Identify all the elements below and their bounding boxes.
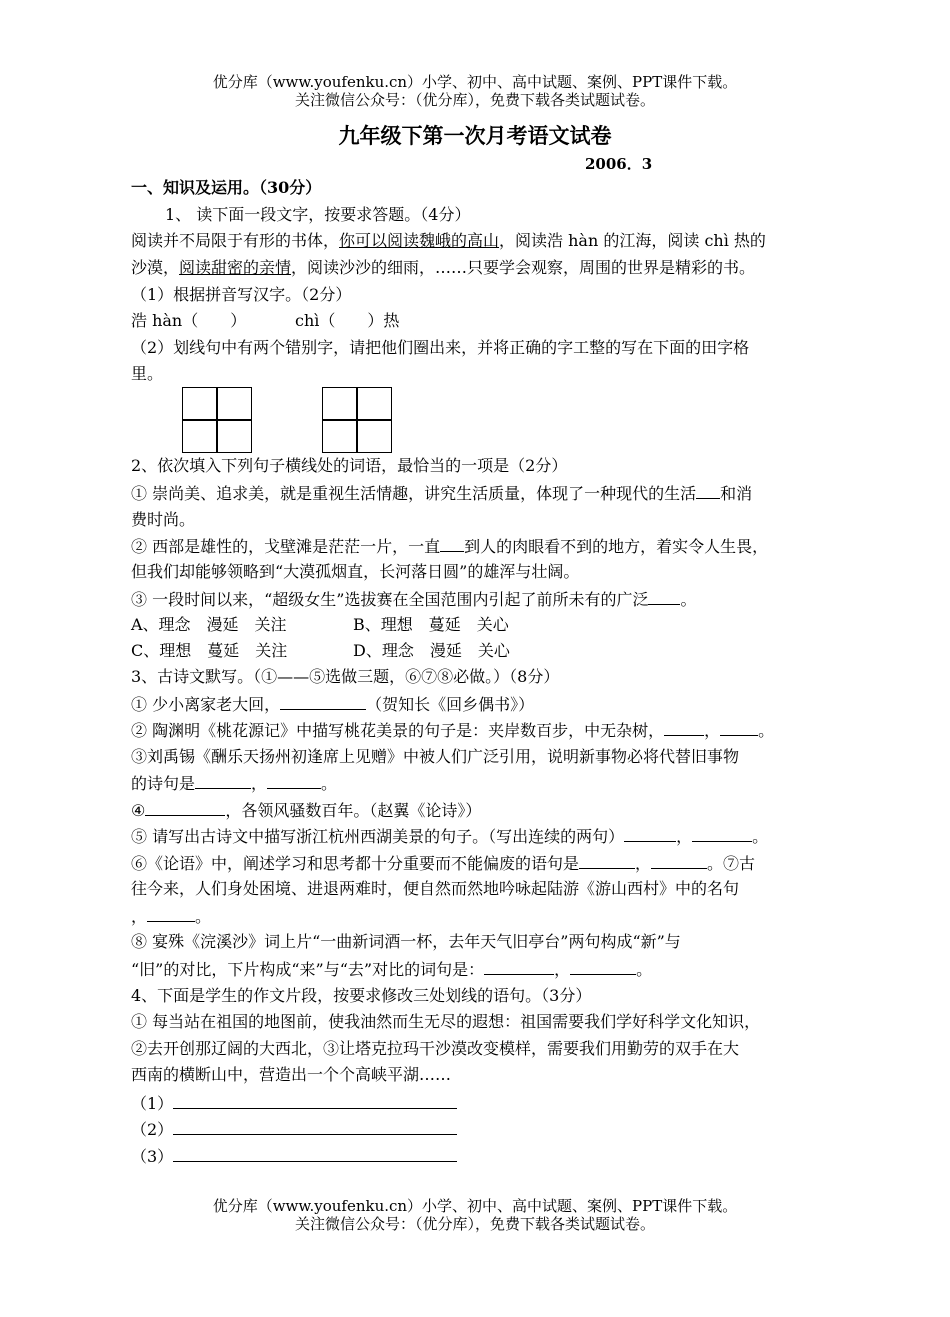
answer-blank[interactable] — [570, 959, 636, 975]
header-line-2: 关注微信公众号：（优分库），免费下载各类试题试卷。 — [294, 91, 655, 109]
q4-answer-2-label: （2） — [131, 1120, 174, 1139]
exam-date: 2006．3 — [585, 155, 653, 173]
q3-i2-end: 。 — [758, 721, 775, 740]
q3-i7-end: 。 — [195, 907, 212, 926]
q2-s2-text-b: 到人的肉眼看不到的地方，着实令人生畏， — [464, 537, 769, 556]
q1-underlined-sentence-1: 你可以阅读魏峨的高山 — [339, 231, 500, 250]
q1-sub2-line-2: 里。 — [131, 364, 164, 383]
q3-i1-source: （贺知长《回乡偶书》） — [366, 695, 535, 714]
q1-p1-text: 阅读并不局限于有形的书体， — [131, 231, 340, 250]
answer-blank[interactable] — [267, 773, 321, 789]
answer-line[interactable] — [173, 1093, 457, 1109]
header-line-1: 优分库（www.youfenku.cn）小学、初中、高中试题、案例、PPT课件下载。 — [212, 73, 738, 91]
answer-line[interactable] — [173, 1119, 457, 1135]
q2-sentence-3 — [131, 589, 696, 610]
q2-sentence-1 — [131, 483, 752, 504]
answer-blank[interactable] — [195, 773, 251, 789]
q2-sentence-1-cont: 费时尚。 — [131, 510, 196, 529]
q2-option-b: B、理想 蔓延 关心 — [353, 615, 509, 634]
q1-passage-line-2 — [131, 258, 755, 278]
answer-blank[interactable] — [145, 800, 225, 816]
answer-blank[interactable] — [648, 589, 680, 605]
q2-s1-text-b: 和消 — [720, 484, 753, 503]
answer-blank[interactable] — [440, 536, 464, 552]
q1-sub2-line-1: （2）划线句中有两个错别字，请把他们圈出来，并将正确的字工整的写在下面的田字格 — [131, 338, 750, 357]
q2-s1-text: ① 崇尚美、追求美，就是重视生活情趣，讲究生活质量，体现了一种现代的生活 — [131, 484, 697, 503]
answer-blank[interactable] — [692, 826, 752, 842]
answer-blank[interactable] — [624, 826, 676, 842]
q1-p2-text: 沙漠， — [131, 258, 180, 277]
q2-s3-text: ③ 一段时间以来，“超级女生”选拔赛在全国范围内引起了前所未有的广泛 — [131, 590, 649, 609]
q3-item-3-cont — [131, 773, 337, 794]
footer-line-1: 优分库（www.youfenku.cn）小学、初中、高中试题、案例、PPT课件下载。 — [212, 1197, 738, 1215]
answer-blank[interactable] — [696, 483, 720, 499]
q2-stem: 2、依次填入下列句子横线处的词语，最恰当的一项是（2分） — [131, 456, 568, 475]
q3-i6-text: ⑥《论语》中，阐述学习和思考都十分重要而不能偏废的语句是 — [131, 854, 580, 873]
q3-i2-text: ② 陶渊明《桃花源记》中描写桃花美景的句子是：夹岸数百步，中无杂树， — [131, 721, 665, 740]
q3-i4-num: ④ — [131, 801, 146, 820]
q1-sub1: （1）根据拼音写汉字。（2分） — [131, 285, 352, 304]
q2-s3-text-b: 。 — [680, 590, 697, 609]
q3-i5-text: ⑤ 请写出古诗文中描写浙江杭州西湖美景的句子。（写出连续的两句） — [131, 827, 625, 846]
q4-passage-line-3: 西南的横断山中，营造出一个个高峡平湖…… — [131, 1065, 452, 1084]
q3-item-5 — [131, 826, 768, 847]
answer-blank[interactable] — [664, 720, 704, 736]
q3-i3-end: 。 — [321, 774, 338, 793]
q2-s2-text: ② 西部是雄性的，戈壁滩是茫茫一片，一直 — [131, 537, 441, 556]
q2-sentence-2-cont: 但我们却能够领略到“大漠孤烟直，长河落日圆”的雄浑与壮阔。 — [131, 562, 580, 581]
q4-answer-1 — [131, 1093, 457, 1114]
q3-i3-comma: ， — [251, 774, 268, 793]
q2-option-c: C、理想 蔓延 关注 — [131, 641, 288, 660]
answer-blank[interactable] — [484, 959, 554, 975]
tianzi-grid-2[interactable] — [322, 387, 392, 453]
answer-blank[interactable] — [651, 853, 707, 869]
q3-item-8-cont — [131, 959, 652, 980]
footer-line-2: 关注微信公众号：（优分库），免费下载各类试题试卷。 — [294, 1215, 655, 1233]
q3-item-2 — [131, 720, 774, 741]
q3-item-6 — [131, 853, 755, 874]
q4-passage-line-2: ②去开创那辽阔的大西北，③让塔克拉玛干沙漠改变模样，需要我们用勤劳的双手在大 — [131, 1039, 740, 1058]
answer-blank[interactable] — [720, 720, 758, 736]
q3-i8-text: “旧”的对比，下片构成“来”与“去”对比的词句是： — [131, 960, 485, 979]
q1-pinyin-1: 浩 hàn（ ） — [131, 311, 247, 330]
q1-underlined-sentence-2: 阅读甜密的亲情 — [179, 258, 292, 277]
q3-item-7: 往今来，人们身处困境、进退两难时，便自然而然地吟咏起陆游《游山西村》中的名句 — [131, 879, 740, 898]
q1-passage-line-1 — [131, 231, 766, 251]
q1-pinyin-2: chì（ ）热 — [295, 311, 400, 330]
q4-answer-1-label: （1） — [131, 1094, 174, 1113]
q4-answer-3 — [131, 1146, 457, 1167]
answer-blank[interactable] — [280, 694, 366, 710]
q3-i6-end: 。⑦古 — [707, 854, 756, 873]
q3-i7-comma: ， — [131, 907, 148, 926]
q3-i6-comma: ， — [635, 854, 652, 873]
section-heading: 一、知识及运用。（30分） — [131, 178, 322, 197]
page-title: 九年级下第一次月考语文试卷 — [338, 123, 612, 148]
q2-sentence-2 — [131, 536, 768, 557]
q3-i8-comma: ， — [554, 960, 571, 979]
answer-line[interactable] — [173, 1146, 457, 1162]
q3-i5-end: 。 — [752, 827, 769, 846]
q3-item-7-cont — [131, 906, 211, 927]
q3-i5-comma: ， — [676, 827, 693, 846]
q4-answer-3-label: （3） — [131, 1147, 174, 1166]
q2-option-d: D、理念 漫延 关心 — [353, 641, 510, 660]
q3-i3-text: 的诗句是 — [131, 774, 196, 793]
q4-stem: 4、下面是学生的作文片段，按要求修改三处划线的语句。（3分） — [131, 986, 592, 1005]
q3-i1-text: ① 少小离家老大回， — [131, 695, 281, 714]
q3-item-8: ⑧ 宴殊《浣溪沙》词上片“一曲新词酒一杯，去年天气旧亭台”两句构成“新”与 — [131, 932, 681, 951]
answer-blank[interactable] — [147, 906, 195, 922]
q1-p1-rest: ，阅读浩 hàn 的江海，阅读 chì 热的 — [499, 231, 766, 250]
q3-item-3: ③刘禹锡《酬乐天扬州初逢席上见赠》中被人们广泛引用，说明新事物必将代替旧事物 — [131, 747, 740, 766]
q3-i4-text: ，各领风骚数百年。（赵翼《论诗》） — [225, 801, 482, 820]
q3-i2-comma: ， — [704, 721, 721, 740]
q1-stem: 1、 读下面一段文字，按要求答题。（4分） — [165, 205, 471, 224]
answer-blank[interactable] — [579, 853, 635, 869]
q1-p2-rest: ，阅读沙沙的细雨，……只要学会观察，周围的世界是精彩的书。 — [291, 258, 756, 277]
q4-passage-line-1: ① 每当站在祖国的地图前，使我油然而生无尽的遐想：祖国需要我们学好科学文化知识， — [131, 1012, 761, 1031]
q2-option-a: A、理念 漫延 关注 — [131, 615, 287, 634]
tianzi-grid-1[interactable] — [182, 387, 252, 453]
q4-answer-2 — [131, 1119, 457, 1140]
q3-stem: 3、古诗文默写。（①——⑤选做三题，⑥⑦⑧必做。）（8分） — [131, 667, 560, 686]
q3-item-4 — [131, 800, 481, 821]
q3-i8-end: 。 — [636, 960, 653, 979]
q3-item-1 — [131, 694, 534, 715]
